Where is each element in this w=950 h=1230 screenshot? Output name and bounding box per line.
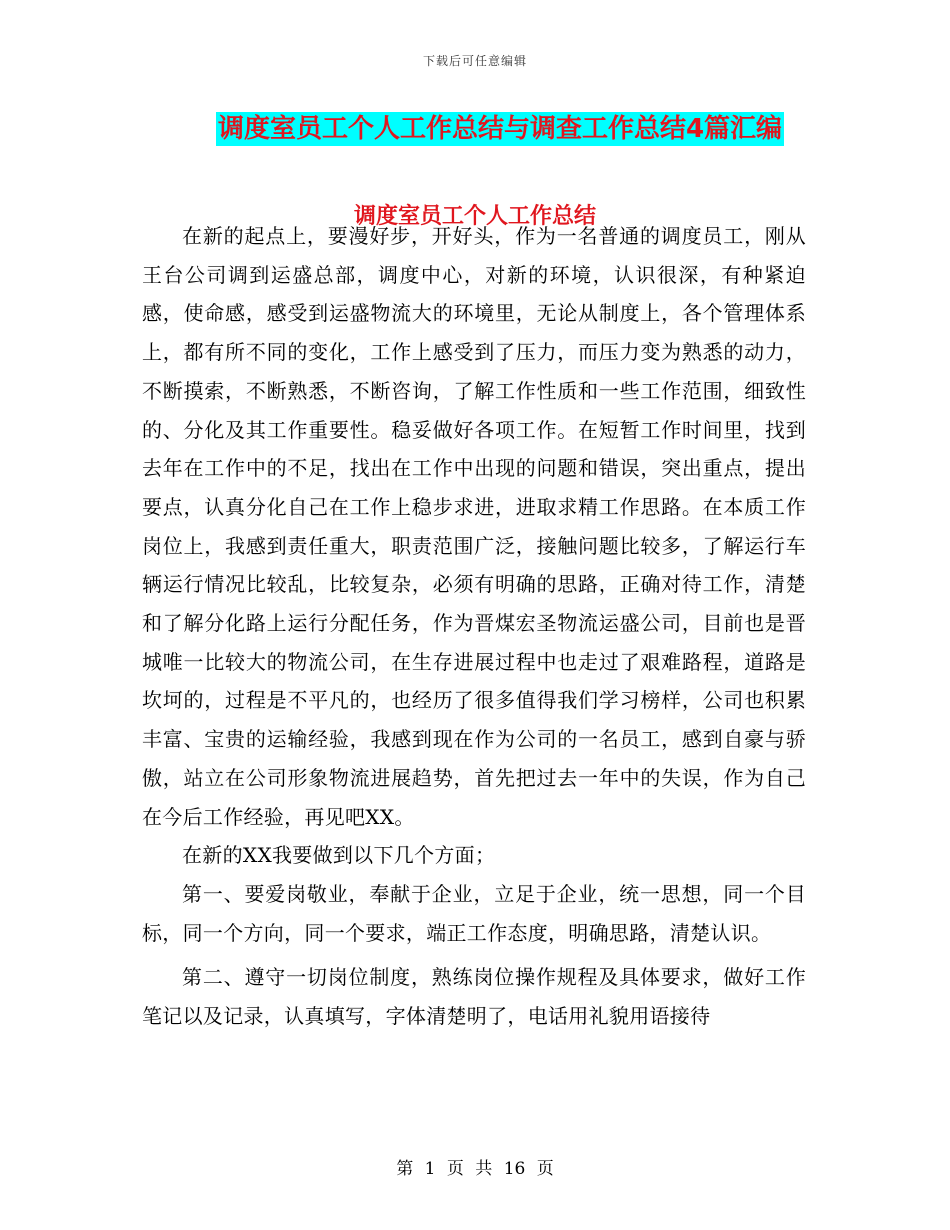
document-title-container [0, 112, 950, 146]
document-title: 调度室员工个人工作总结与调查工作总结4篇汇编 [217, 114, 783, 144]
paragraph: 第一、要爱岗敬业，奉献于企业，立足于企业，统一思想，同一个目标，同一个方向，同一个要求，端正工作态度，明确思路，清楚认识。 [142, 881, 806, 945]
page-number-footer: 第 1 页 共 16 页 [396, 1159, 554, 1179]
page-header-note: 下载后可任意编辑 [422, 54, 527, 68]
paragraph: 在新的XX我要做到以下几个方面； [182, 843, 496, 868]
document-body [142, 217, 806, 1036]
paragraph: 在新的起点上，要漫好步，开好头，作为一名普通的调度员工，刚从王台公司调到运盛总部，调度中心，对新的环境，认识很深，有种紧迫感，使命感，感受到运盛物流大的环境里，无论从制度上，各个管理体系上，都有所不同的变化，工作上感受到了压力，而压力变为熟悉的动力，不断摸索，不断熟悉，不断咨询，了解工作性质和一些工作范围，细致性的、分化及其工作重要性。稳妥做好各项工作。在短暂工作时间里，找到去年在工作中的不足，找出在工作中出现的问题和错误，突出重点，提出要点，认真分化自己在工作上稳步求进，进取求精工作思路。在本质工作岗位上，我感到责任重大，职责范围广泛，接触问题比较多，了解运行车辆运行情况比较乱，比较复杂，必须有明确的思路，正确对待工作，清楚和了解分化路上运行分配任务，作为晋煤宏圣物流运盛公司，目前也是晋城唯一比较大的物流公司，在生存进展过程中也走过了艰难路程，道路是坎坷的，过程是不平凡的，也经历了很多值得我们学习榜样，公司也积累丰富、宝贵的运输经验，我感到现在作为公司的一名员工，感到自豪与骄傲，站立在公司形象物流进展趋势，首先把过去一年中的失误，作为自己在今后工作经验，再见吧XX。 [142, 224, 806, 829]
section-title: 调度室员工个人工作总结 [353, 204, 596, 229]
paragraph: 第二、遵守一切岗位制度，熟练岗位操作规程及具体要求，做好工作笔记以及记录，认真填写，字体清楚明了，电话用礼貌用语接待 [142, 965, 806, 1029]
